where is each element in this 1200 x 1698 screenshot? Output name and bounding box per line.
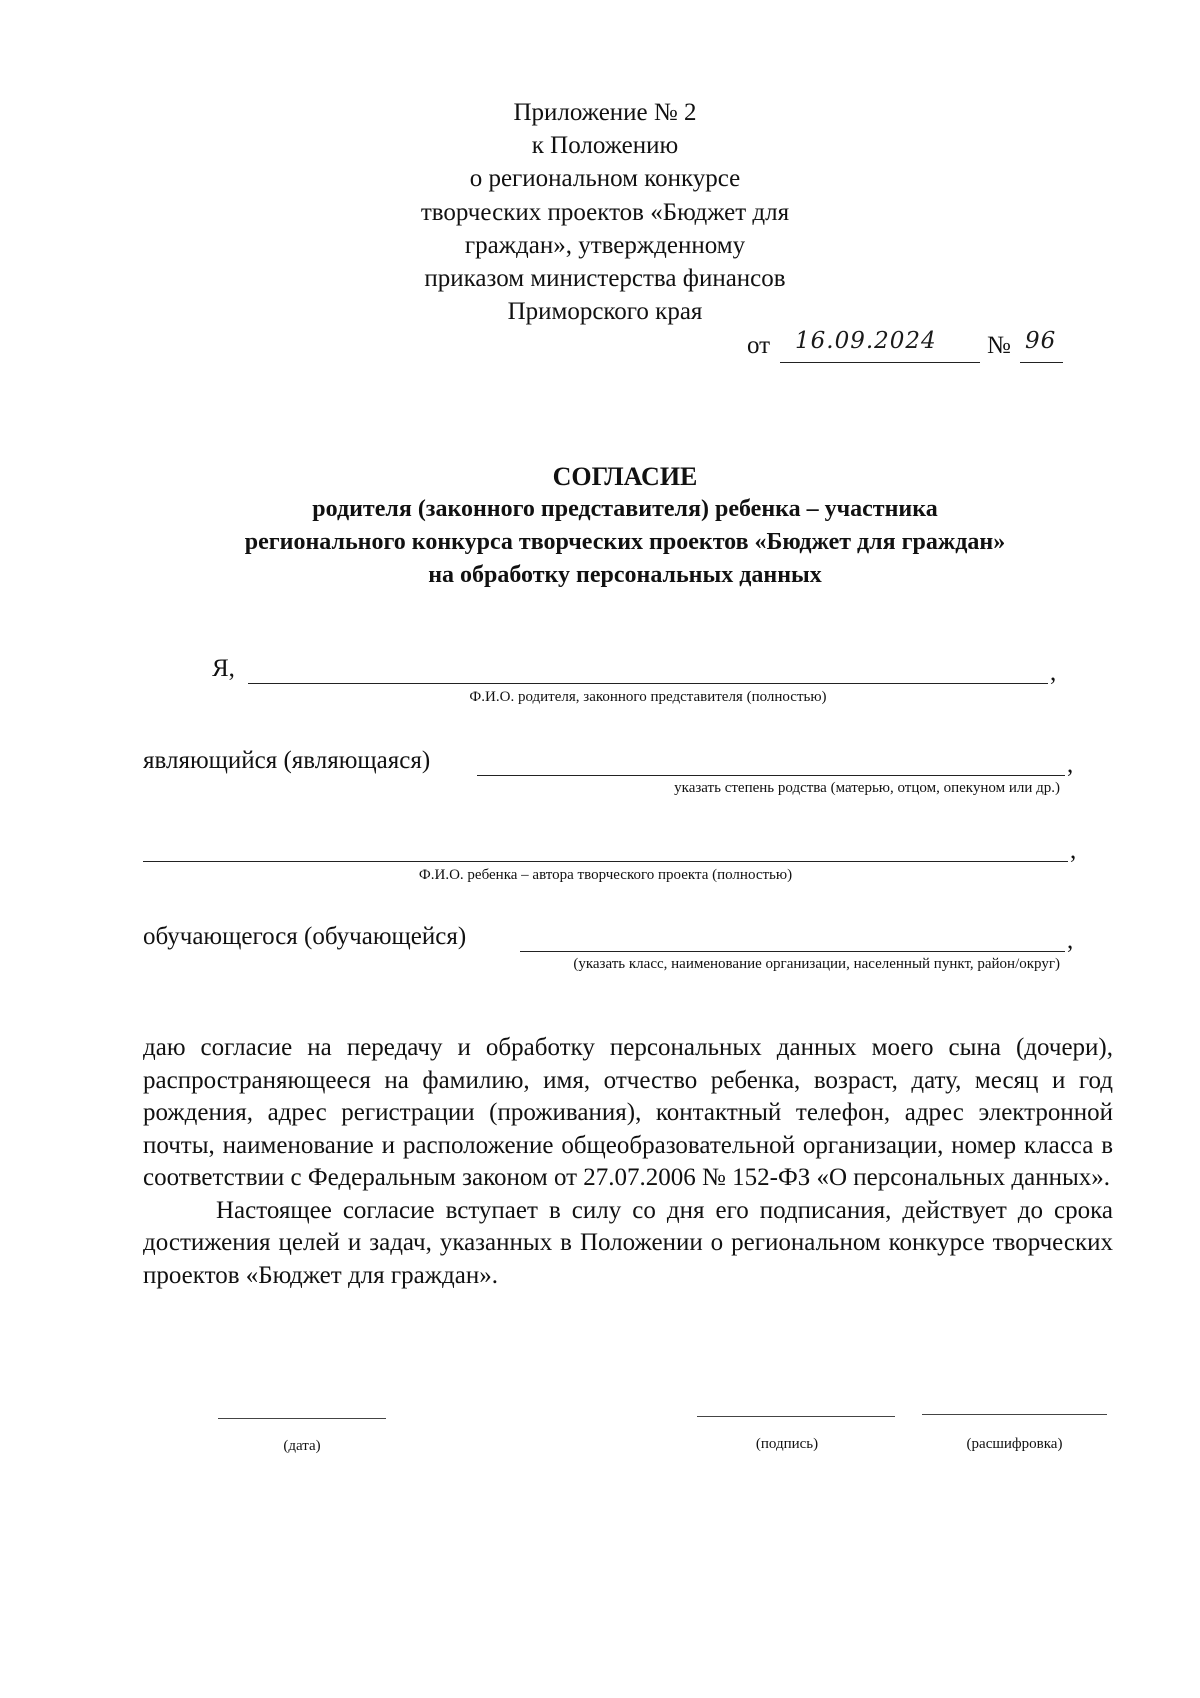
comma: ,	[1067, 751, 1074, 778]
title-main: СОГЛАСИЕ	[552, 462, 698, 491]
appendix-line: граждан», утвержденному	[464, 232, 746, 259]
order-number: 96	[1025, 328, 1057, 354]
title-line: на обработку персональных данных	[428, 562, 822, 588]
child-name-field[interactable]	[143, 830, 1068, 860]
appendix-line: о региональном конкурсе	[469, 165, 741, 192]
study-line	[520, 951, 1065, 952]
relation-line	[477, 775, 1065, 776]
study-label: обучающегося (обучающейся)	[143, 923, 467, 950]
parent-name-line	[248, 683, 1048, 684]
appendix-line: Приложение № 2	[513, 99, 697, 126]
consent-paragraph: даю согласие на передачу и обработку персональных данных моего сына (дочери), распространяющееся на фамилию, имя, отчество ребенка, возраст, дату, месяц и год рождения, адрес регистрации (проживания), контактный телефон, адрес электронной почты, наименование и расположение общеобразовательной организации, номер класса в соответствии с Федеральным законом от 27.07.2006 № 152-ФЗ «О персональных данных».	[143, 1034, 1113, 1191]
child-name-caption: Ф.И.О. ребенка – автора творческого проекта (полностью)	[418, 867, 793, 883]
comma: ,	[1067, 927, 1074, 954]
parent-name-field[interactable]	[248, 652, 1048, 682]
relation-label: являющийся (являющаяся)	[143, 747, 431, 774]
date-caption: (дата)	[283, 1438, 321, 1454]
date-line[interactable]	[218, 1418, 386, 1419]
signature-caption: (подпись)	[755, 1436, 819, 1452]
number-label: №	[987, 332, 1011, 359]
consent-body	[143, 1032, 1113, 1292]
from-label: от	[747, 332, 771, 359]
parent-label: Я,	[212, 655, 235, 682]
comma: ,	[1070, 837, 1077, 864]
decoding-caption: (расшифровка)	[966, 1436, 1063, 1452]
order-date: 16.09.2024	[795, 328, 937, 354]
appendix-line: творческих проектов «Бюджет для	[420, 199, 790, 226]
comma: ,	[1050, 659, 1057, 686]
title-line: регионального конкурса творческих проектов «Бюджет для граждан»	[244, 529, 1006, 555]
appendix-line: приказом министерства финансов	[424, 265, 786, 292]
order-date-line	[780, 362, 980, 363]
study-field[interactable]	[520, 920, 1065, 950]
appendix-line: к Положению	[531, 132, 679, 159]
relation-field[interactable]	[477, 744, 1065, 774]
signature-line[interactable]	[697, 1416, 895, 1417]
parent-name-caption: Ф.И.О. родителя, законного представителя (полностью)	[469, 689, 827, 705]
relation-caption: указать степень родства (матерью, отцом, опекуном или др.)	[674, 780, 1060, 796]
title-line: родителя (законного представителя) ребенка – участника	[312, 496, 938, 522]
order-number-line	[1020, 362, 1063, 363]
decoding-line[interactable]	[922, 1414, 1107, 1415]
validity-paragraph: Настоящее согласие вступает в силу со дня его подписания, действует до срока достижения целей и задач, указанных в Положении о региональном конкурсе творческих проектов «Бюджет для граждан».	[143, 1196, 1113, 1289]
study-caption: (указать класс, наименование организации, населенный пункт, район/округ)	[573, 956, 1060, 972]
appendix-line: Приморского края	[507, 298, 703, 325]
child-name-line	[143, 861, 1068, 862]
